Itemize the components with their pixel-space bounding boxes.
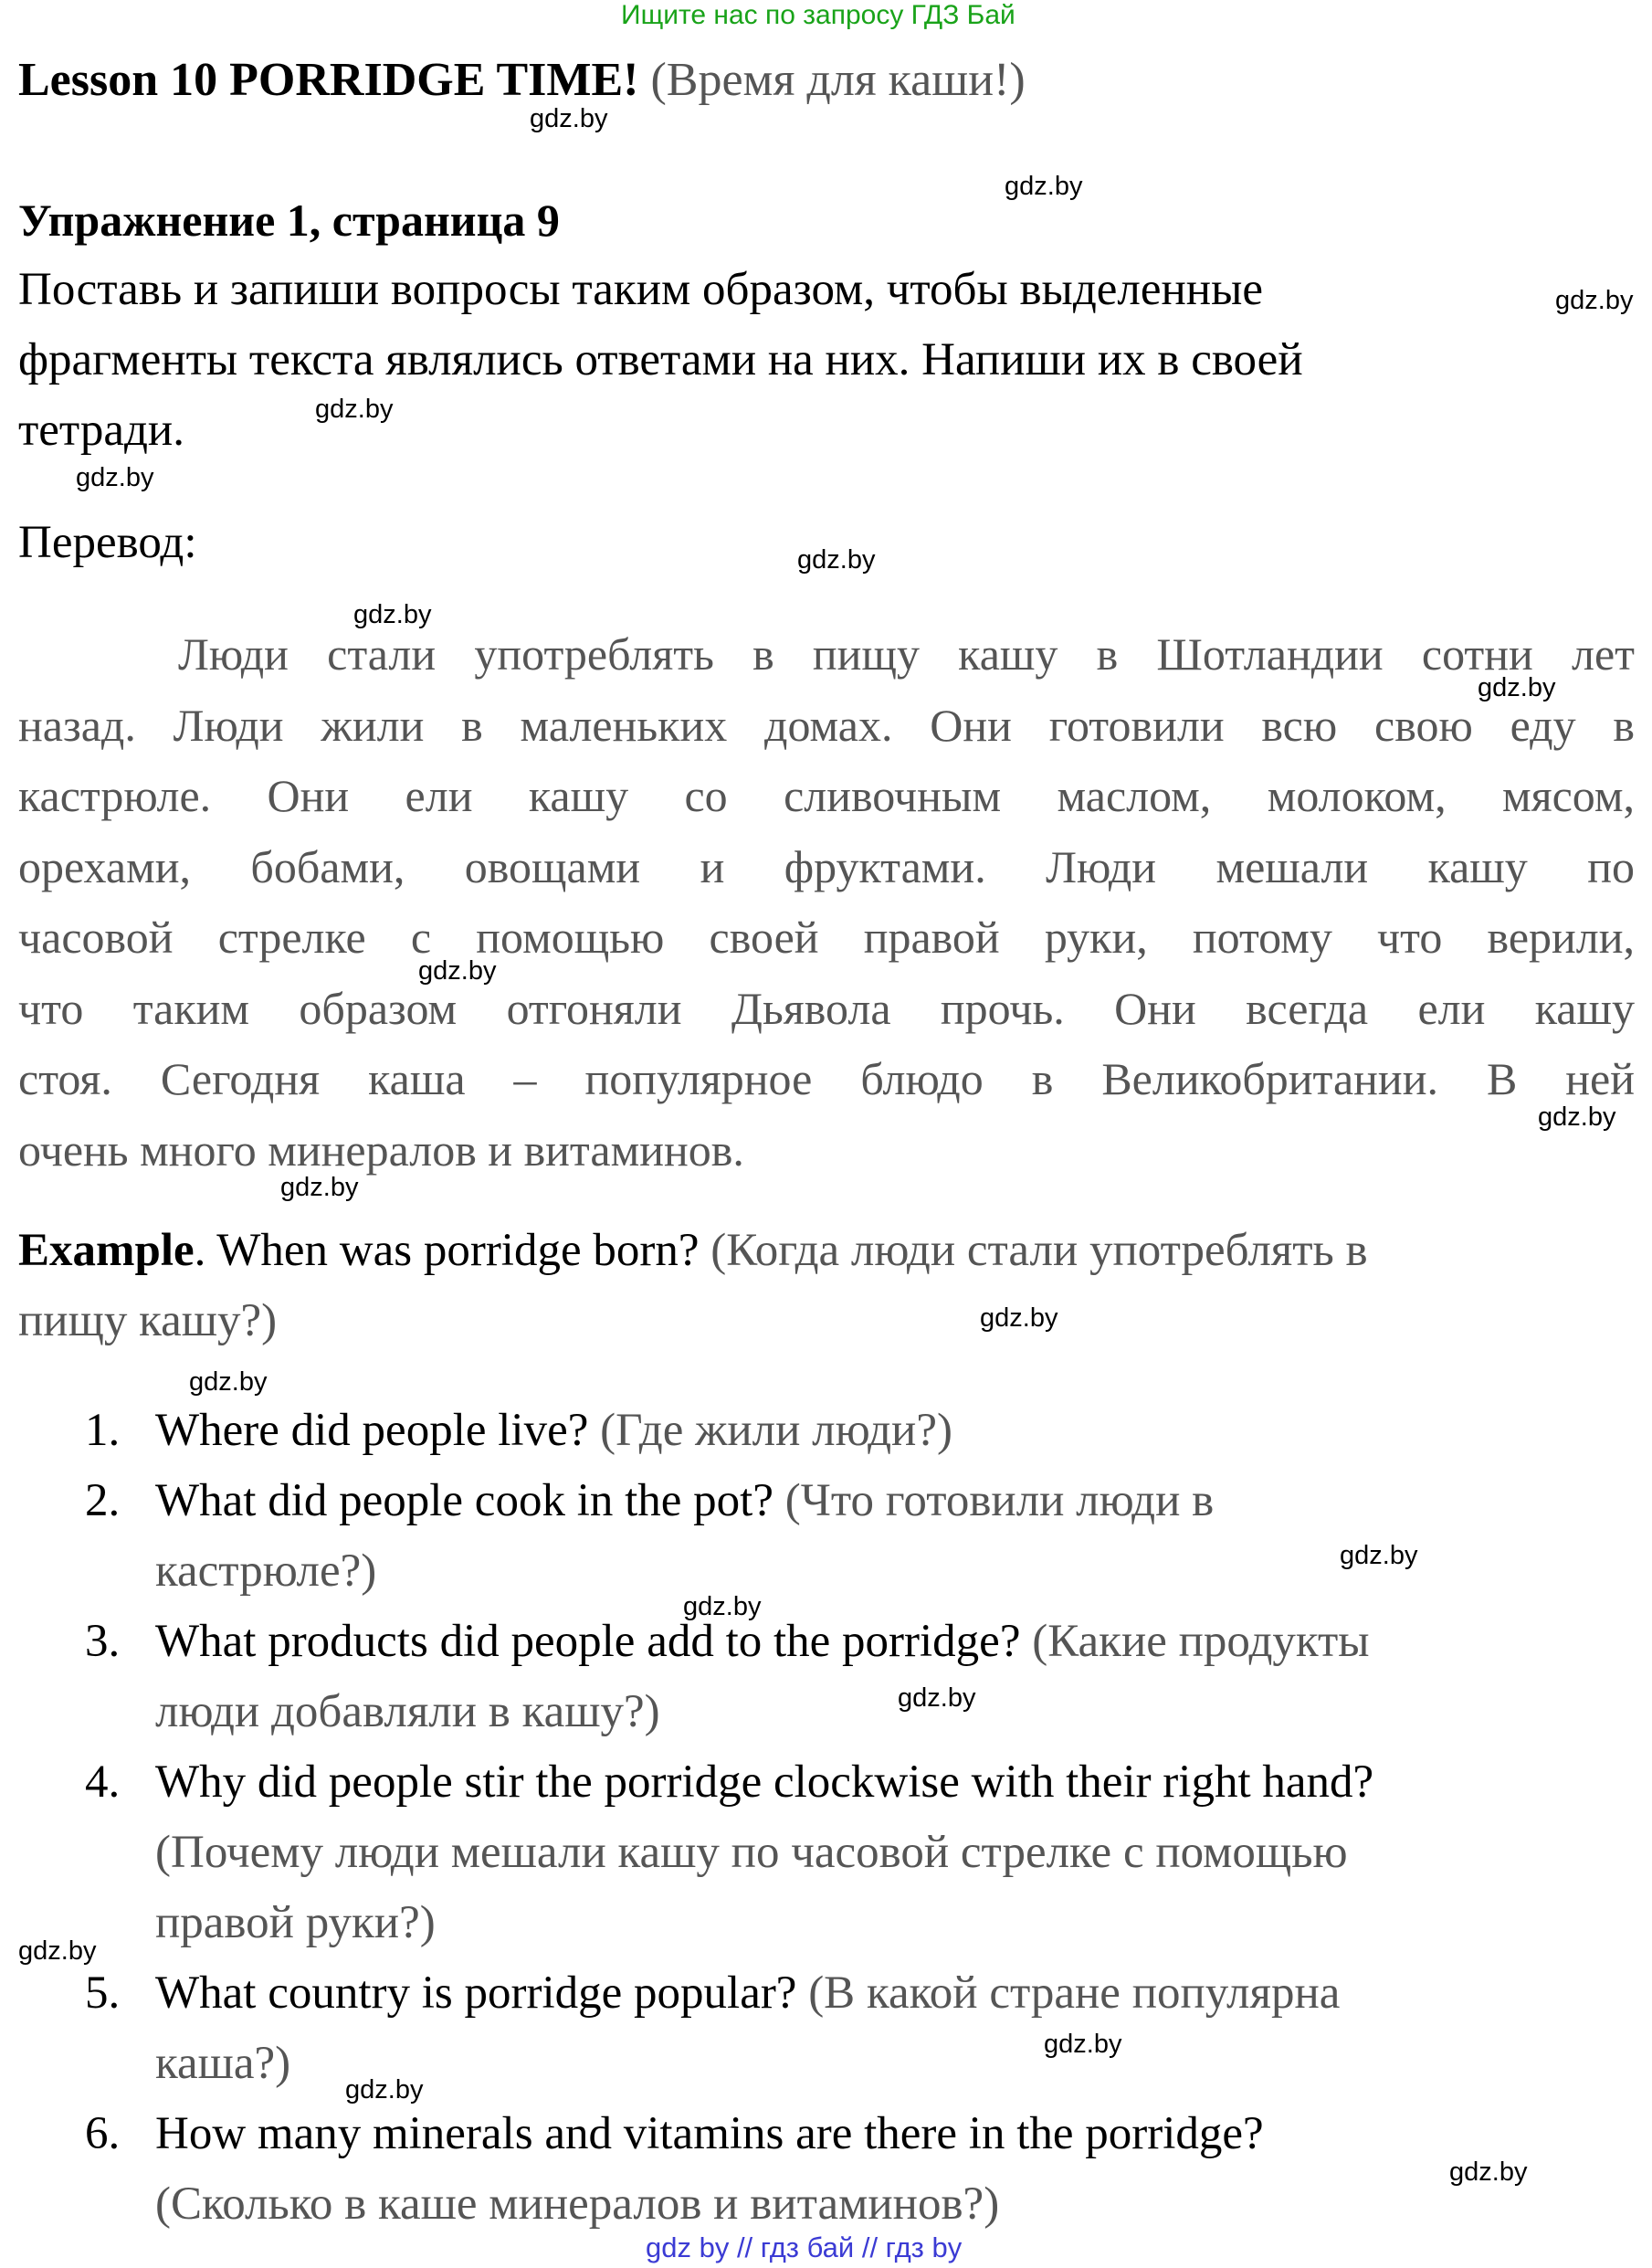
watermark: gdz.by <box>683 1592 762 1621</box>
translation-line: что таким образом отгоняли Дьявола прочь. Они всегда ели кашу <box>18 982 1635 1034</box>
watermark: gdz.by <box>530 104 608 133</box>
question-ru-cont: люди добавляли в кашу?) <box>155 1686 660 1737</box>
question-number: 3. <box>85 1616 121 1667</box>
question-ru: (Где жили люди?) <box>600 1405 952 1456</box>
question-number: 1. <box>85 1405 121 1456</box>
watermark: gdz.by <box>980 1303 1058 1333</box>
question-item <box>155 1615 1370 1668</box>
watermark: gdz.by <box>345 2075 424 2104</box>
watermark: gdz.by <box>189 1367 268 1397</box>
question-ru-cont: каша?) <box>155 2038 291 2089</box>
example-translation: (Когда люди стали употреблять в <box>710 1225 1368 1276</box>
question-en: What did people cook in the pot? <box>155 1475 773 1526</box>
translation-line: назад. Люди жили в маленьких домах. Они готовили всю свою еду в <box>18 699 1635 751</box>
watermark: gdz.by <box>76 463 154 492</box>
watermark: gdz.by <box>280 1173 359 1202</box>
question-en: What products did people add to the porridge? <box>155 1616 1021 1667</box>
instruction-line-2: фрагменты текста являлись ответами на них. Напиши их в своей <box>18 334 1303 385</box>
question-en: How many minerals and vitamins are there in the porridge? <box>155 2108 1264 2159</box>
watermark: gdz.by <box>1340 1541 1418 1570</box>
watermark: gdz.by <box>1449 2157 1528 2187</box>
watermark: gdz.by <box>315 395 394 424</box>
example-label: Example <box>18 1225 195 1276</box>
question-ru: (В какой стране популярна <box>808 1967 1341 2019</box>
translation-line: очень много минералов и витаминов. <box>18 1123 744 1176</box>
watermark: gdz.by <box>898 1683 976 1713</box>
question-ru: (Сколько в каше минералов и витаминов?) <box>155 2178 1000 2230</box>
question-en: Where did people live? <box>155 1405 589 1456</box>
question-ru: (Что готовили люди в <box>784 1475 1215 1526</box>
question-item <box>155 1474 1214 1527</box>
question-ru: (Почему люди мешали кашу по часовой стрелке с помощью <box>155 1827 1348 1878</box>
question-en: What country is porridge popular? <box>155 1967 797 2019</box>
example-translation-2: пищу кашу?) <box>18 1295 278 1346</box>
top-banner[interactable]: Ищите нас по запросу ГДЗ Бай <box>621 0 1015 30</box>
question-item <box>155 1967 1340 2020</box>
watermark: gdz.by <box>1478 673 1556 702</box>
watermark: gdz.by <box>1538 1102 1616 1132</box>
lesson-title-en: Lesson 10 PORRIDGE TIME! <box>18 54 639 106</box>
example-question: . When was porridge born? <box>194 1225 700 1276</box>
question-number: 2. <box>85 1475 121 1526</box>
question-ru: (Какие продукты <box>1032 1616 1370 1667</box>
question-number: 6. <box>85 2108 121 2159</box>
watermark: gdz.by <box>353 600 432 629</box>
instruction-line-1: Поставь и запиши вопросы таким образом, чтобы выделенные <box>18 264 1263 315</box>
example-line-1 <box>18 1224 1368 1277</box>
translation-line: часовой стрелке с помощью своей правой руки, потому что верили, <box>18 912 1635 963</box>
watermark: gdz.by <box>18 1936 97 1966</box>
lesson-title <box>18 53 1026 107</box>
instruction-line-3: тетради. <box>18 405 184 456</box>
translation-label: Перевод: <box>18 517 197 568</box>
question-number: 4. <box>85 1756 121 1808</box>
lesson-title-ru: (Время для каши!) <box>650 54 1026 106</box>
question-ru-cont: кастрюле?) <box>155 1545 377 1597</box>
translation-paragraph <box>18 619 1635 1186</box>
translation-line: стоя. Сегодня каша – популярное блюдо в Великобритании. В ней <box>18 1053 1635 1104</box>
watermark: gdz.by <box>797 545 876 575</box>
question-ru-cont: правой руки?) <box>155 1897 436 1948</box>
footer-links[interactable]: gdz by // гдз бай // гдз by <box>646 2231 963 2263</box>
watermark: gdz.by <box>1044 2030 1122 2059</box>
question-en: Why did people stir the porridge clockwise with their right hand? <box>155 1756 1374 1808</box>
translation-line: орехами, бобами, овощами и фруктами. Люди мешали кашу по <box>18 840 1635 892</box>
watermark: gdz.by <box>1555 286 1634 315</box>
watermark: gdz.by <box>418 956 497 986</box>
watermark: gdz.by <box>1005 172 1083 201</box>
question-item <box>155 1404 952 1457</box>
exercise-heading: Упражнение 1, страница 9 <box>18 195 560 246</box>
question-number: 5. <box>85 1967 121 2019</box>
translation-line: кастрюле. Они ели кашу со сливочным маслом, молоком, мясом, <box>18 770 1635 821</box>
translation-line: Люди стали употреблять в пищу кашу в Шотландии сотни лет <box>178 628 1635 680</box>
